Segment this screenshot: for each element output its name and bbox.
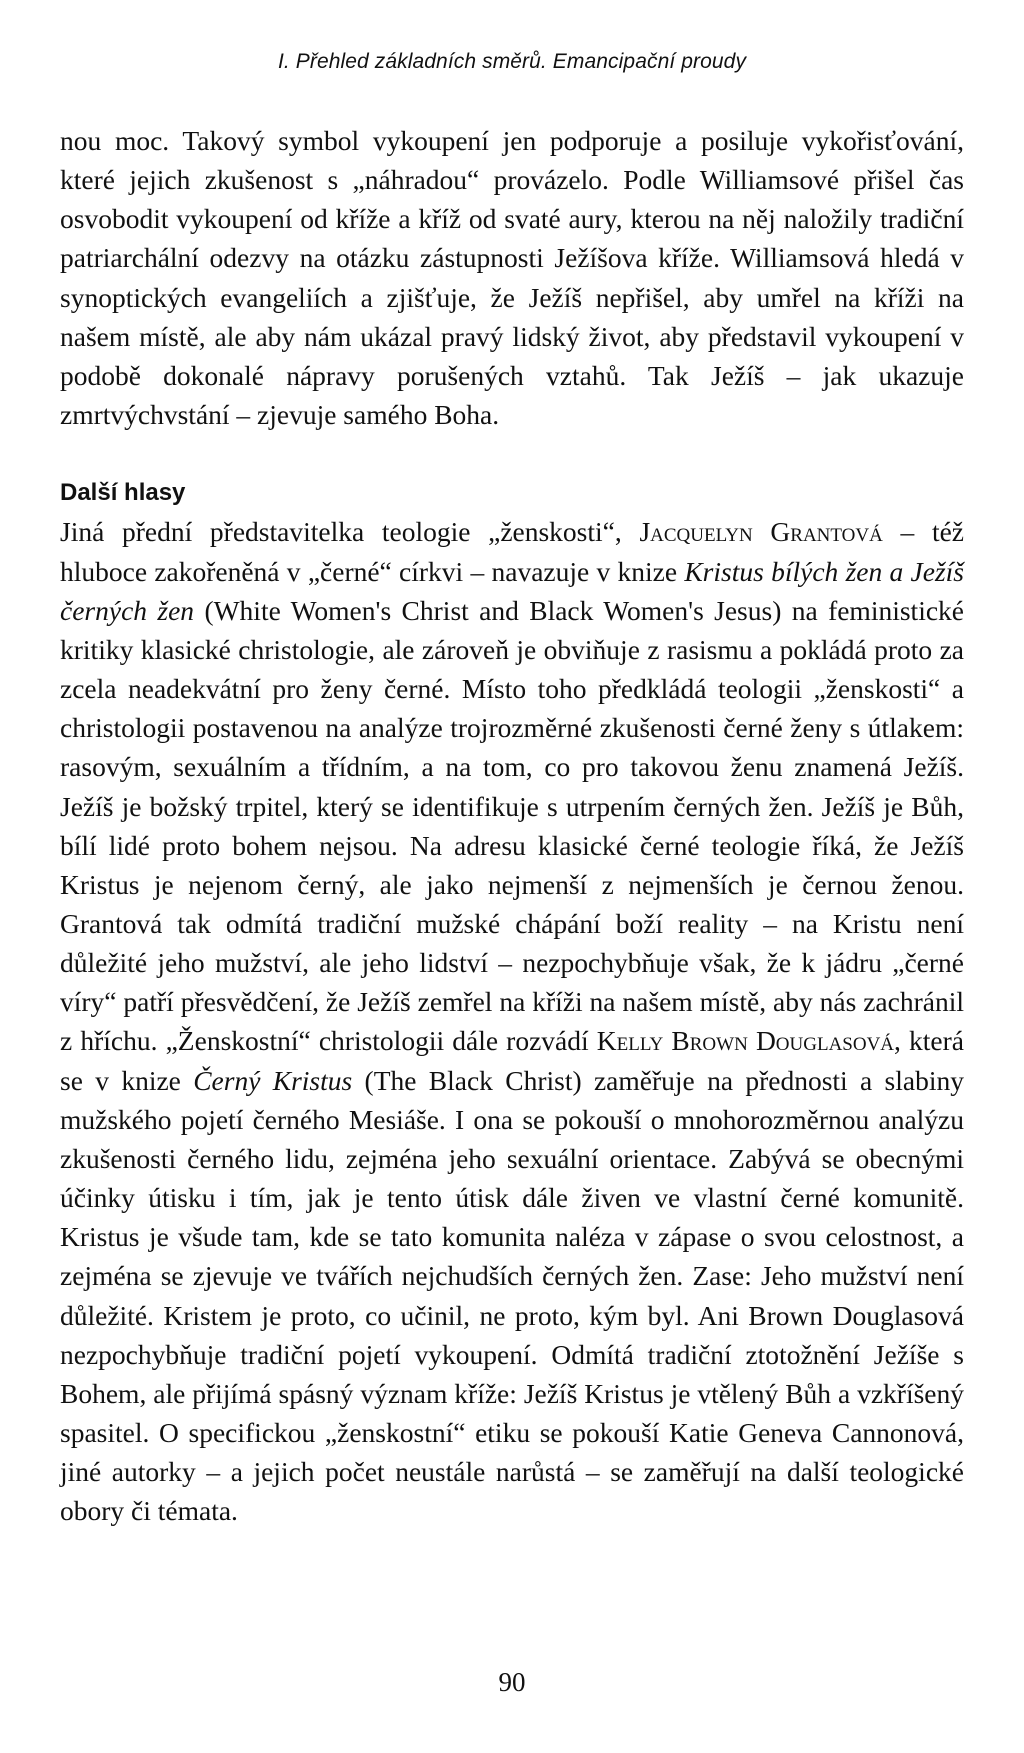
author-name-grant: Jacquelyn Grantová [639, 516, 883, 548]
running-header: I. Přehled základních směrů. Emancipační proudy [277, 50, 747, 73]
book-title-grant: Kristus bílých žen a Ježíš černých žen [60, 555, 964, 626]
text-run: , která se v knize [60, 1025, 965, 1096]
author-name-douglas: Kelly Brown Douglasová [596, 1025, 895, 1057]
text-run: – též hluboce zakořeněná v „černé“ církvi – navazuje v knize [60, 516, 964, 587]
page-number: 90 [498, 1667, 526, 1697]
book-title-douglas: Černý Kristus [193, 1064, 353, 1096]
paragraph-other-voices [60, 512, 964, 1530]
body-text [60, 121, 964, 1530]
section-heading: Další hlasy [60, 479, 186, 507]
text-run: Jiná přední představitelka teologie „ženskosti“, [60, 516, 640, 548]
paragraph-continuation: nou moc. Takový symbol vykoupení jen podporuje a posiluje vykořisťování, které jejich zkušenost s „náhradou“ provázelo. Podle Williamsové přišel čas osvobodit vykoupení od kříže a kříž od svaté aury, kterou na něj naložily tradiční patriarchální odezvy na otázku zástupnosti Ježíšova kříže. Williamsová hledá v synoptických evangeliích a zjišťuje, že Ježíš nepřišel, aby umřel na kříži na našem místě, ale aby nám ukázal pravý lidský život, aby představil vykoupení v podobě dokonalé nápravy porušených vztahů. Tak Ježíš – jak ukazuje zmrtvýchvstání – zjevuje samého Boha. [60, 125, 964, 431]
text-run: (White Women's Christ and Black Women's Jesus) na feministické kritiky klasické christologie, ale zároveň je obviňuje z rasismu a pokládá proto za zcela neadekvátní pro ženy černé. Místo toho předkládá teologii „ženskosti“ a christologii postavenou na analýze trojrozměrné zkušenosti černé ženy s útlakem: rasovým, sexuálním a třídním, a na tom, co pro takovou ženu znamená Ježíš. Ježíš je božský trpitel, který se identifikuje s utrpením černých žen. Ježíš je Bůh, bílí lidé proto bohem nejsou. Na adresu klasické černé teologie říká, že Ježíš Kristus je nejenom černý, ale jako nejmenší z nejmenších je černou ženou. Grantová tak odmítá tradiční mužské chápání boží reality – na Kristu není důležité jeho mužství, ale jeho lidství – nezpochybňuje však, že k jádru „černé víry“ patří přesvědčení, že Ježíš zemřel na kříži na našem místě, aby nás zachránil z hříchu. „Ženskostní“ christologii dále rozvádí [60, 594, 964, 1057]
text-run: (The Black Christ) zaměřuje na přednosti a slabiny mužského pojetí černého Mesiáše. I ona se pokouší o mnohorozměrnou analýzu zkušenosti černého lidu, zejména jeho sexuální orientace. Zabývá se obecnými účinky útisku i tím, jak je tento útisk dále živen ve vlastní černé komunitě. Kristus je všude tam, kde se tato komunita naléza v zápase o svou celostnost, a zejména se zjevuje ve tvářích nejchudších černých žen. Zase: Jeho mužství není důležité. Kristem je proto, co učinil, ne proto, kým byl. Ani Brown Douglasová nezpochybňuje tradiční pojetí vykoupení. Odmítá tradiční ztotožnění Ježíše s Bohem, ale přijímá spásný význam kříže: Ježíš Kristus je vtělený Bůh a vzkříšený spasitel. O specifickou „ženskostní“ etiku se pokouší Katie Geneva Cannonová, jiné autorky – a jejich počet neustále narůstá – se zaměřují na další teologické obory či témata. [60, 1064, 964, 1527]
